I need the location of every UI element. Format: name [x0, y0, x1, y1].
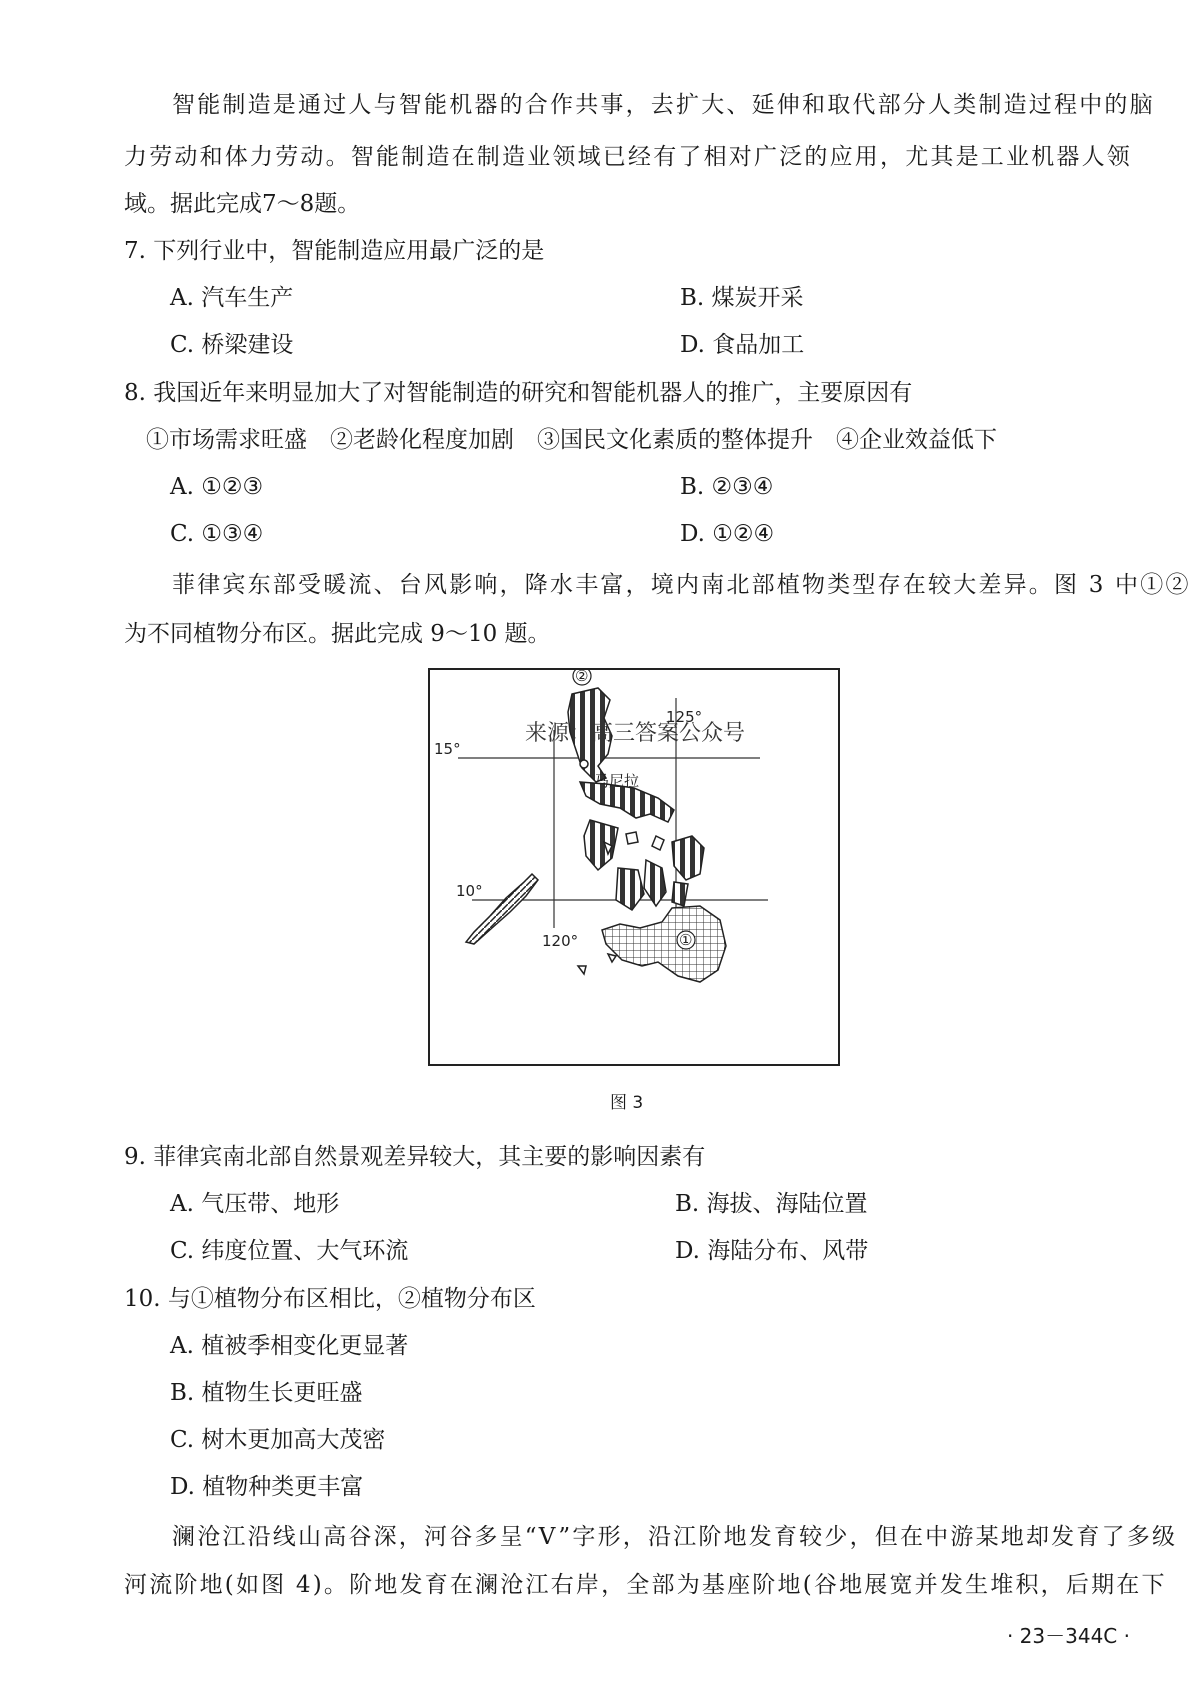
- philippines-map-figure: [428, 668, 840, 1066]
- q8-option-c: C. ①③④: [170, 521, 264, 547]
- q9-option-b: B. 海拔、海陆位置: [675, 1191, 868, 1217]
- samar-island: [672, 836, 704, 880]
- watermark-text: 来源：高三答案公众号: [525, 721, 746, 746]
- q10-option-a: A. 植被季相变化更显著: [170, 1333, 409, 1359]
- q8-option-b: B. ②③④: [680, 474, 774, 500]
- intro1-line3: 域。据此完成7～8题。: [124, 191, 361, 217]
- sulu-island-2: [608, 954, 616, 962]
- label-region-2: ②: [575, 670, 589, 685]
- q8-items: ①市场需求旺盛 ②老龄化程度加剧 ③国民文化素质的整体提升 ④企业效益低下: [146, 427, 997, 453]
- small-island-1: [626, 832, 638, 844]
- q9-option-c: C. 纬度位置、大气环流: [170, 1238, 409, 1264]
- visayas-mid-island: [644, 860, 666, 906]
- figure-caption: 图 3: [610, 1093, 644, 1113]
- q7-option-b: B. 煤炭开采: [680, 285, 804, 311]
- mindoro-island: [584, 820, 618, 870]
- q8-option-d: D. ①②④: [680, 521, 775, 547]
- page-number: · 23－344C ·: [1006, 1624, 1130, 1648]
- label-125: 125°: [666, 708, 703, 726]
- q7-stem: 7. 下列行业中，智能制造应用最广泛的是: [124, 238, 545, 264]
- intro2-line2: 为不同植物分布区。据此完成 9～10 题。: [124, 621, 551, 647]
- q8-option-a: A. ①②③: [170, 474, 264, 500]
- intro1-line1: 智能制造是通过人与智能机器的合作共事，去扩大、延伸和取代部分人类制造过程中的脑: [172, 92, 1155, 118]
- label-region-1: ①: [679, 931, 693, 949]
- q8-stem: 8. 我国近年来明显加大了对智能制造的研究和智能机器人的推广，主要原因有: [124, 380, 913, 406]
- intro1-line2: 力劳动和体力劳动。智能制造在制造业领域已经有了相对广泛的应用，尤其是工业机器人领: [124, 144, 1132, 170]
- intro3-line2: 河流阶地(如图 4)。阶地发育在澜沧江右岸，全部为基座阶地(谷地展宽并发生堆积，后期在下: [124, 1572, 1167, 1598]
- label-120: 120°: [542, 932, 579, 950]
- visayas-west-island: [616, 868, 644, 910]
- label-15: 15°: [434, 740, 461, 758]
- q10-stem: 10. 与①植物分布区相比，②植物分布区: [124, 1286, 536, 1312]
- q9-option-d: D. 海陆分布、风带: [675, 1238, 869, 1264]
- q10-option-d: D. 植物种类更丰富: [170, 1474, 364, 1500]
- q9-stem: 9. 菲律宾南北部自然景观差异较大，其主要的影响因素有: [124, 1144, 706, 1170]
- label-manila: 马尼拉: [594, 772, 640, 790]
- manila-marker: [580, 760, 588, 768]
- q10-option-c: C. 树木更加高大茂密: [170, 1427, 386, 1453]
- label-10: 10°: [456, 882, 483, 900]
- q10-option-b: B. 植物生长更旺盛: [170, 1380, 363, 1406]
- mindanao-island: [602, 906, 726, 982]
- q7-option-d: D. 食品加工: [680, 332, 805, 358]
- q7-option-a: A. 汽车生产: [170, 285, 294, 311]
- sulu-island: [578, 966, 586, 974]
- q9-option-a: A. 气压带、地形: [170, 1191, 340, 1217]
- q7-option-c: C. 桥梁建设: [170, 332, 294, 358]
- leyte-island: [672, 882, 688, 906]
- small-island-3: [652, 836, 664, 850]
- intro3-line1: 澜沧江沿线山高谷深，河谷多呈“V”字形，沿江阶地发育较少，但在中游某地却发育了多级: [172, 1524, 1178, 1550]
- intro2-line1: 菲律宾东部受暖流、台风影响，降水丰富，境内南北部植物类型存在较大差异。图 3 中①②: [172, 572, 1191, 598]
